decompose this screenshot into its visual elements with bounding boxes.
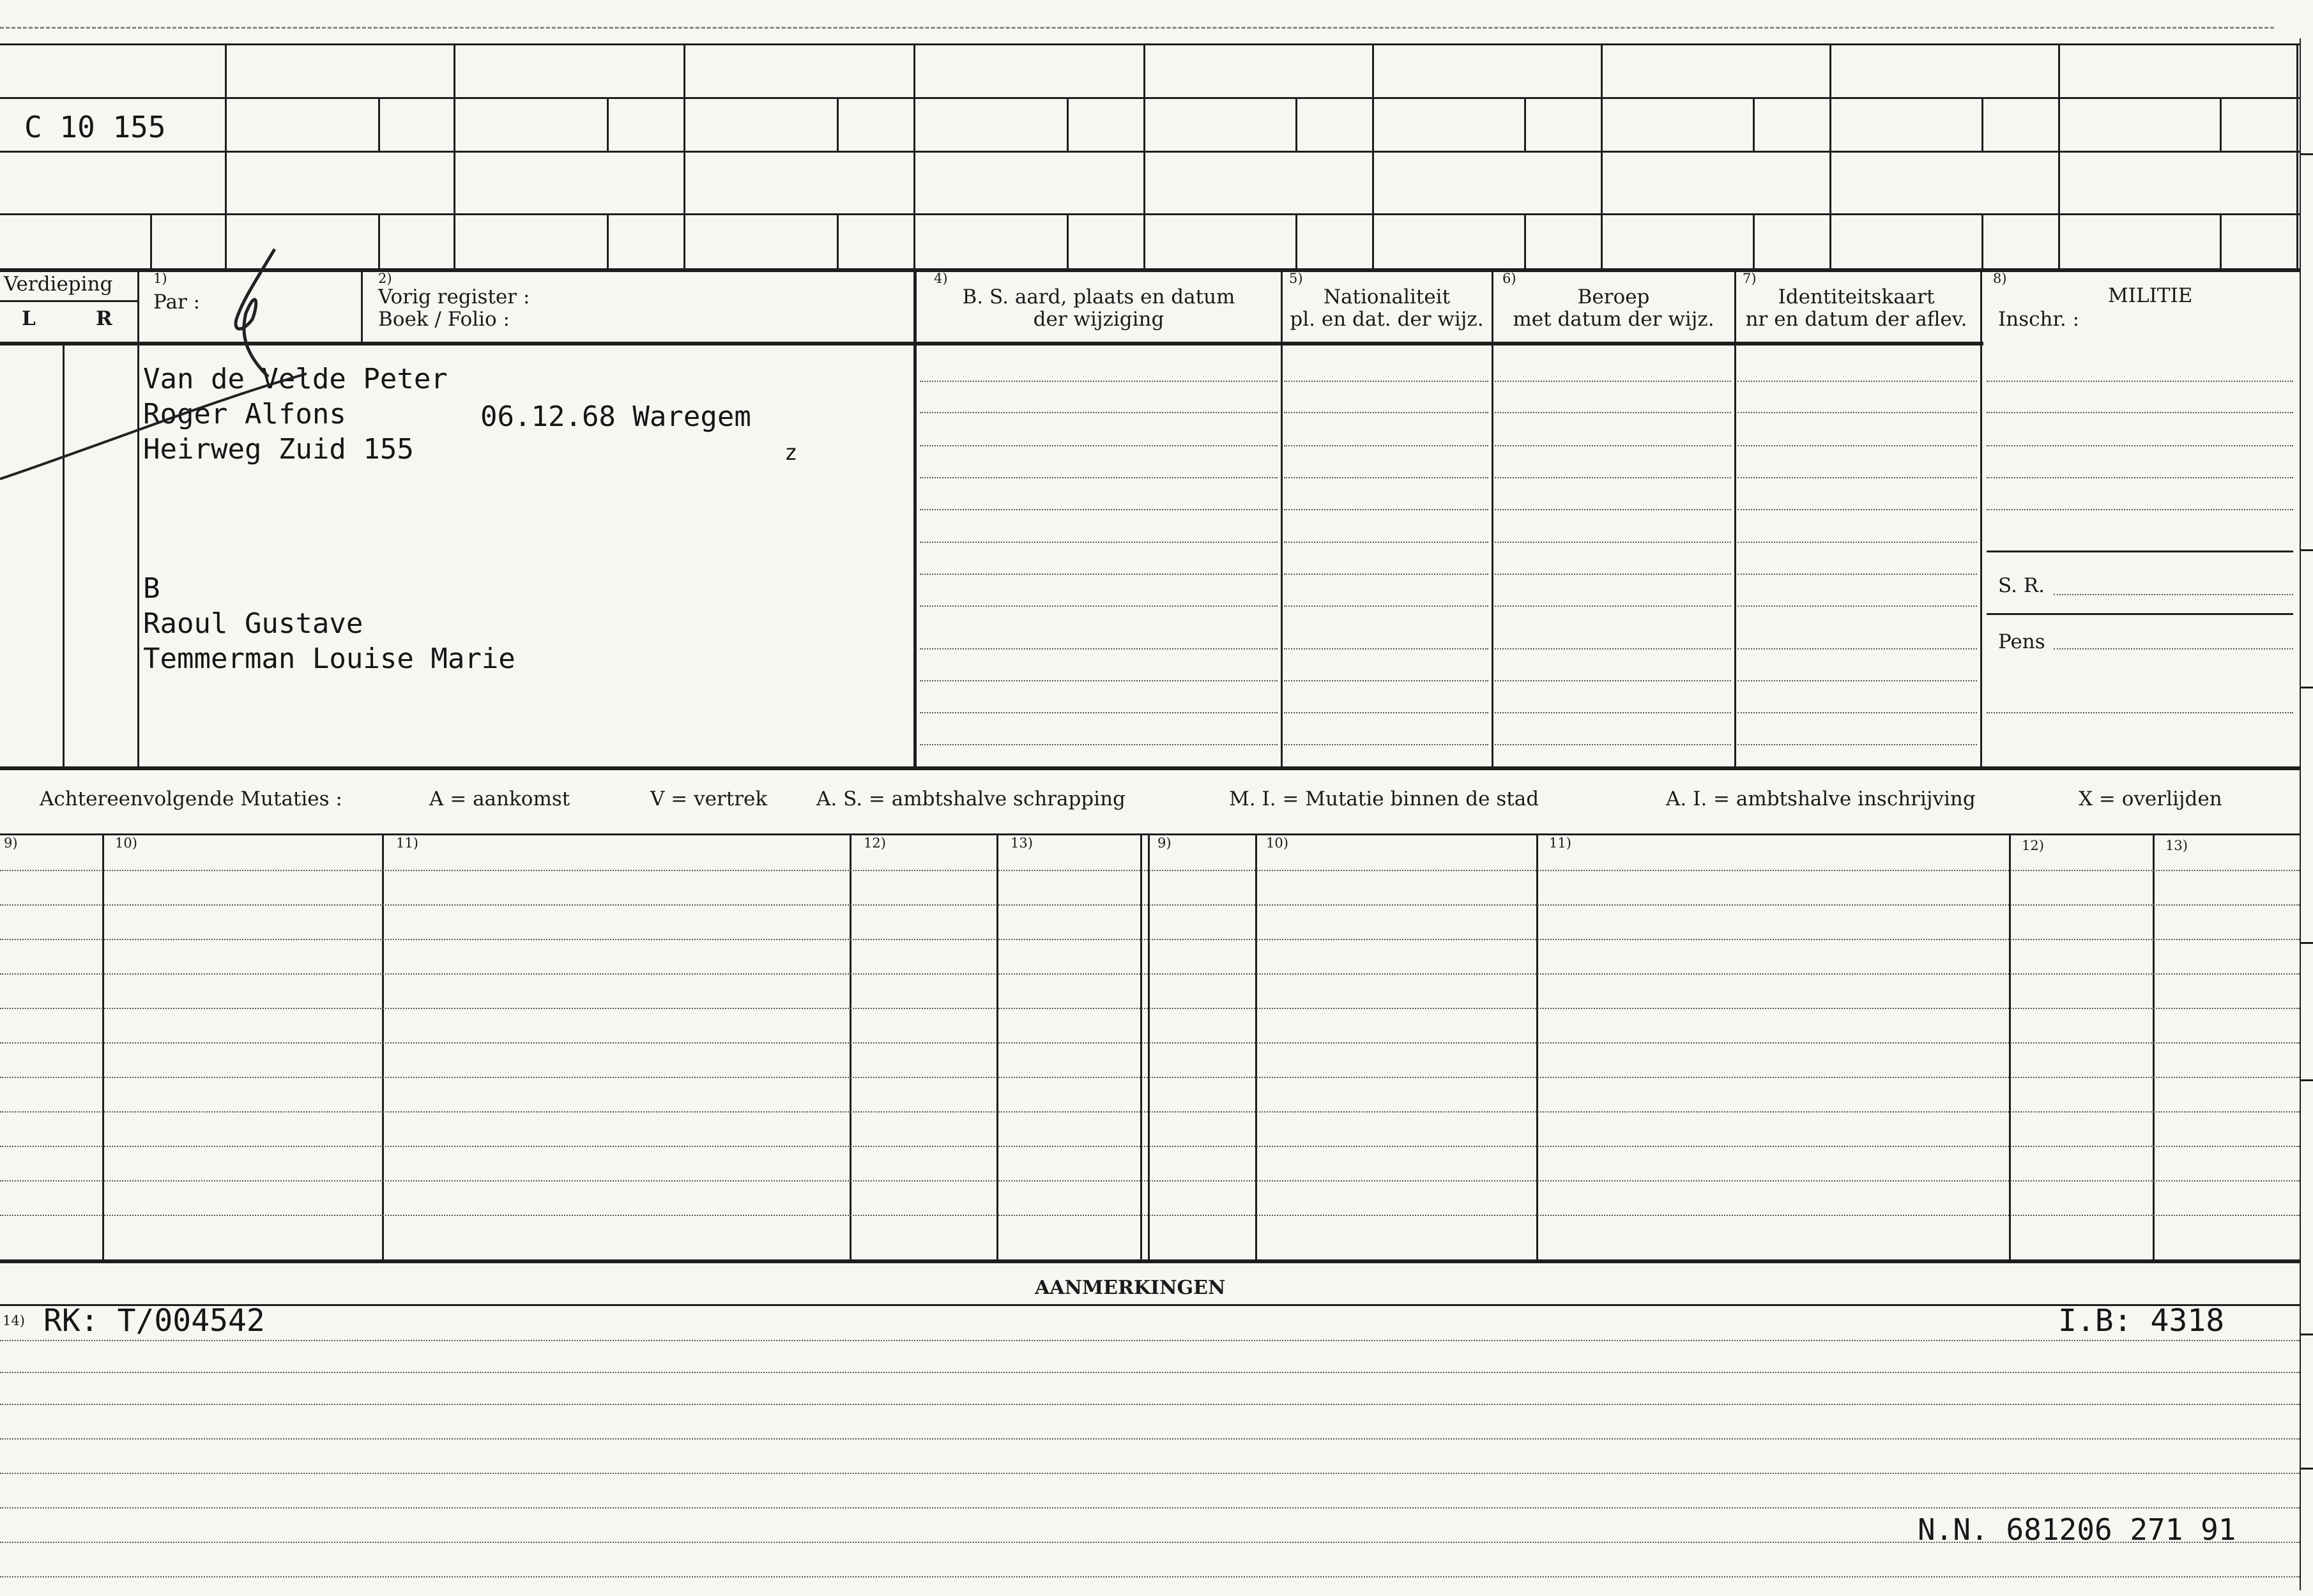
col4-num: 4) [934, 271, 948, 286]
nationaliteit-label-2: pl. en dat. der wijz. [1290, 308, 1484, 331]
ib-number: I.B: 4318 [2058, 1303, 2225, 1339]
verdieping-label: Verdieping [4, 273, 113, 296]
boek-folio-label: Boek / Folio : [378, 308, 510, 331]
bs-label-1: B. S. aard, plaats en datum [962, 285, 1235, 308]
legend-mi: M. I. = Mutatie binnen de stad [1229, 787, 1539, 810]
col1-num: 1) [153, 271, 167, 286]
mut-col-9b: 9) [1157, 835, 1172, 851]
legend-a: A = aankomst [429, 787, 570, 810]
right-label: R [96, 307, 112, 330]
legend-x: X = overlijden [2079, 787, 2222, 810]
col7-num: 7) [1743, 271, 1757, 286]
col6-num: 6) [1502, 271, 1516, 286]
col8-num: 8) [1993, 271, 2007, 286]
identiteitskaart-label-1: Identiteitskaart [1778, 285, 1935, 308]
identiteitskaart-label-2: nr en datum der aflev. [1745, 308, 1967, 331]
sr-label: S. R. [1998, 574, 2045, 597]
rk-number: RK: T/004542 [43, 1303, 265, 1339]
remarks-title: AANMERKINGEN [1035, 1277, 1226, 1299]
nationaliteit-label-1: Nationaliteit [1323, 285, 1451, 308]
legend-ai: A. I. = ambtshalve inschrijving [1666, 787, 1976, 810]
mut-col-13b: 13) [2165, 838, 2188, 853]
mut-col-9a: 9) [4, 835, 18, 851]
hand-mark-drawing [0, 243, 396, 485]
beroep-label-1: Beroep [1577, 285, 1650, 308]
mut-col-10a: 10) [115, 835, 137, 851]
col5-num: 5) [1289, 271, 1303, 286]
legend-as: A. S. = ambtshalve schrapping [816, 787, 1126, 810]
name-line-2: Roger Alfons [143, 398, 346, 430]
col2-num: 2) [378, 271, 392, 286]
legend-title: Achtereenvolgende Mutaties : [40, 787, 342, 810]
nn-number: N.N. 681206 271 91 [1918, 1512, 2236, 1547]
inschr-label: Inschr. : [1998, 308, 2080, 331]
mut-col-12a: 12) [864, 835, 886, 851]
b-label: B [143, 572, 160, 605]
militie-label: MILITIE [2108, 284, 2193, 307]
remarks-num: 14) [3, 1313, 25, 1328]
card-number: C 10 155 [24, 110, 166, 144]
vorig-register-label: Vorig register : [378, 285, 530, 308]
birth-date-place: 06.12.68 Waregem [480, 400, 751, 433]
mut-col-12b: 12) [2022, 838, 2044, 853]
mut-col-10b: 10) [1266, 835, 1288, 851]
address-line: Heirweg Zuid 155 [143, 433, 414, 466]
mut-col-13a: 13) [1011, 835, 1033, 851]
left-label: L [22, 307, 36, 330]
father-name: Raoul Gustave [143, 607, 363, 640]
beroep-label-2: met datum der wijz. [1513, 308, 1714, 331]
par-label: Par : [153, 291, 201, 314]
pens-label: Pens [1998, 630, 2045, 653]
bs-label-2: der wijziging [1033, 308, 1164, 331]
mut-col-11a: 11) [396, 835, 418, 851]
margin-mark: z [784, 440, 798, 466]
mother-name: Temmerman Louise Marie [143, 642, 515, 675]
name-line-1: Van de Velde Peter [143, 363, 448, 395]
mut-col-11b: 11) [1549, 835, 1571, 851]
legend-v: V = vertrek [650, 787, 768, 810]
